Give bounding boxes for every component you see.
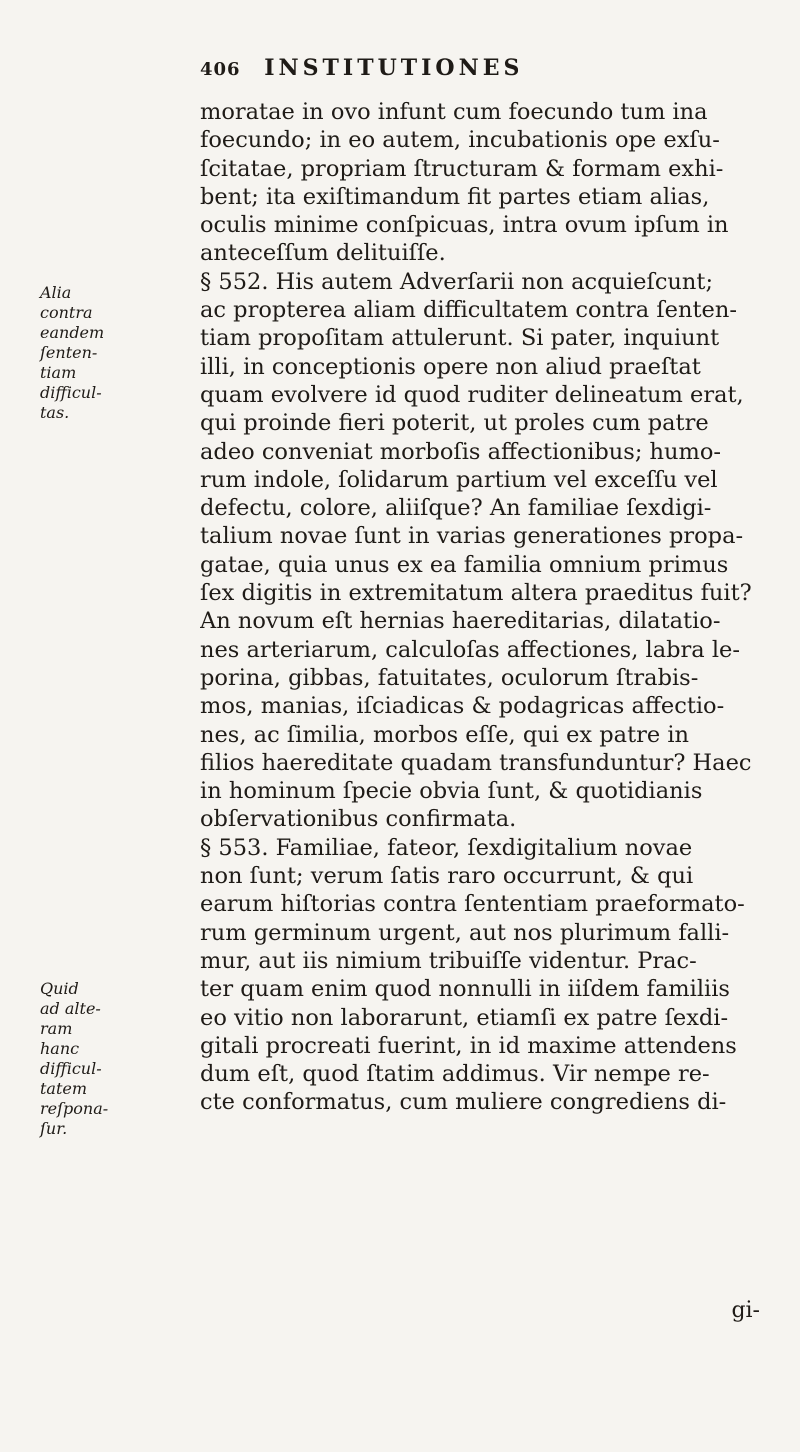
text-line: defectu, colore, aliiſque? An familiae ſexdigi- [200,495,712,522]
margin-line: difficul- [40,383,102,402]
margin-line: reſpona- [40,1099,109,1118]
text-line: foecundo; in eo autem, incubationis ope exſu- [200,127,720,154]
text-line: filios haereditate quadam transfunduntur? Haec [200,749,752,776]
catchword: gi- [731,1298,760,1323]
text-line: qui proinde fieri poterit, ut proles cum patre [200,410,709,437]
text-line: tiam propoſitam attulerunt. Si pater, inquiunt [200,325,720,352]
text-line: § 553. Familiae, fateor, ſexdigitalium novae [200,834,693,861]
body-text [200,98,770,1117]
margin-line: eandem [40,323,105,342]
text-line: mos, manias, iſciadicas & podagricas affectio- [200,693,725,720]
text-line: ſex digitis in extremitatum altera praeditus fuit? [200,580,752,607]
text-line: adeo conveniat morboſis affectionibus; humo- [200,438,722,465]
text-line: earum hiſtorias contra ſententiam praeformato- [200,891,745,918]
margin-line: tatem [40,1079,88,1098]
margin-line: difficul- [40,1059,102,1078]
text-line: nes, ac ſimilia, morbos eſſe, qui ex patre in [200,721,690,748]
margin-line: Quid [40,979,79,998]
text-line: gatae, quia unus ex ea familia omnium primus [200,551,729,578]
margin-line: contra [40,303,93,322]
margin-line: tas. [40,403,70,422]
text-line: cte conformatus, cum muliere congrediens di- [200,1089,727,1116]
text-line: illi, in conceptionis opere non aliud praeſtat [200,353,701,380]
text-line: nes arteriarum, calculoſas affectiones, labra le- [200,636,740,663]
text-line: eo vitio non laborarunt, etiamſi ex patre ſexdi- [200,1004,729,1031]
margin-line: ſenten- [40,343,98,362]
page-header [200,55,523,81]
text-line: mur, aut iis nimium tribuiſſe videntur. Prac- [200,947,697,974]
running-title: INSTITUTIONES [264,55,524,81]
margin-line: Alia [40,283,72,302]
text-line: porina, gibbas, fatuitates, oculorum ſtrabis- [200,664,699,691]
margin-line: ad alte- [40,999,101,1018]
text-line: dum eſt, quod ſtatim addimus. Vir nempe re- [200,1061,710,1088]
margin-line: tiam [40,363,77,382]
text-line: obſervationibus confirmata. [200,806,517,833]
text-line: moratae in ovo infunt cum foecundo tum ina [200,99,708,125]
text-line: non ſunt; verum ſatis raro occurrunt, & qui [200,863,694,890]
text-line: oculis minime conſpicuas, intra ovum ipſum in [200,212,729,239]
text-line: ſcitatae, propriam ſtructuram & formam exhi- [200,155,724,182]
text-line: § 552. His autem Adverſarii non acquieſcunt; [200,268,714,295]
text-line: anteceſſum delituiſſe. [200,240,446,267]
text-line: bent; ita exiſtimandum fit partes etiam alias, [200,183,710,210]
text-line: quam evolvere id quod ruditer delineatum erat, [200,381,744,408]
text-line: rum indole, ſolidarum partium vel exceſſu vel [200,466,718,493]
text-line: ac propterea aliam difficultatem contra ſenten- [200,297,737,324]
text-line: An novum eſt hernias haereditarias, dilatatio- [200,608,721,635]
page-number: 406 [200,59,241,80]
text-line: talium novae ſunt in varias generationes propa- [200,523,744,550]
text-line: rum germinum urgent, aut nos plurimum falli- [200,919,730,946]
margin-line: ram [40,1019,73,1038]
text-line: in hominum ſpecie obvia ſunt, & quotidianis [200,778,703,805]
text-line: ter quam enim quod nonnulli in iiſdem familiis [200,976,730,1003]
margin-note-quid [40,979,185,1139]
text-line: gitali procreati fuerint, in id maxime attendens [200,1032,737,1059]
margin-line: hanc [40,1039,80,1058]
margin-line: ſur. [40,1119,68,1138]
margin-note-alia [40,283,185,423]
